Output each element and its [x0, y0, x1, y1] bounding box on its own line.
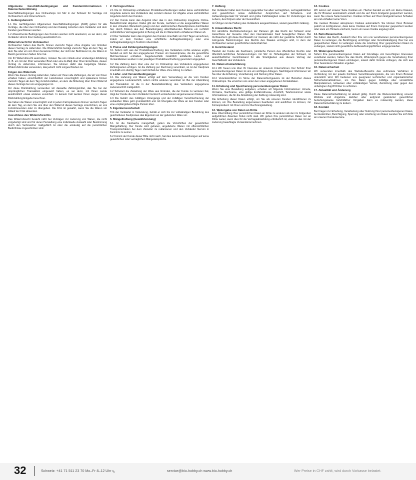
phone-icon [112, 470, 115, 473]
footer-phone [41, 469, 115, 473]
paragraph: Wenn Sie diesen Vertrag widerrufen, haben wir Ihnen alle Zahlungen, die wir von Ihnen erhalten haben, einschließlich der Lieferkosten unverzüglich und spätestens binnen vierzehn Tagen ab dem Tag zurückzuzahlen, an dem die Mitteilung über Ihren Widerruf dieses Vertrags bei uns eingegangen ist. [8, 74, 107, 87]
section-heading: Allgemeine Geschäftsbedingungen und Kundeninformationen / Datenschutzerklärung [8, 5, 107, 12]
section-heading: Ausschluss des Widerrufsrechts [8, 114, 51, 118]
section-heading: 3. Preise und Zahlungsbedingungen [110, 45, 158, 49]
section-heading: 9. Gerichtsstand [212, 46, 234, 50]
text-column-3 [212, 4, 311, 462]
section-heading: 11. Erhebung und Speicherung personenbezogener Daten [212, 84, 288, 88]
paragraph: Wenn Sie eine Bestellung aufgeben, erheben wir folgende Informationen: Anrede, Vorname, Nachname, eine gültige E-Mail-Adresse, Anschrift, Telefonnummer sowie Informationen, die für die Abwicklung der Zahlung notwendig sind. [212, 88, 311, 98]
paragraph: 6.1 Ist die Kaufsache mangelhaft, gelten die Vorschriften der gesetzlichen Mängelhaftung. Der Kunde wird gebeten, angelieferte Waren mit offensichtlichen Transportschäden bei dem Zusteller zu reklamieren und den Verkäufer hiervon in Kenntnis zu setzen. [110, 121, 209, 134]
section-heading: 6. Mängelhaftung (Gewährleistung) [110, 118, 156, 122]
paragraph: 4.2 Scheitert die Zustellung der Ware aus Gründen, die der Kunde zu vertreten hat, trägt der Kunde die dem Verkäufer hierdurch entstehenden angemessenen Kosten. [110, 89, 209, 96]
page-number: 32 [14, 465, 27, 477]
paragraph: 1.2 Abweichende Bedingungen des Kunden werden nicht anerkannt, es sei denn, der Verkäufer stimmt ihrer Geltung ausdrücklich zu. [8, 33, 107, 40]
section-heading: 18. Kontakt [314, 106, 329, 110]
paragraph: 6.2 Kommt der Kunde dieser Bitte nicht nach, hat dies keinerlei Auswirkungen auf seine gesetzlichen oder vertraglichen Mängelansprüche. [110, 135, 209, 142]
section-heading: 14. Betroffenenrechte [314, 32, 343, 36]
paragraph: Für sämtliche Rechtsbeziehungen der Parteien gilt das Recht der Schweiz unter Ausschluss der Gesetze über den internationalen Kauf beweglicher Waren. Bei Verbrauchern gilt diese Rechtswahl nur insoweit, als nicht der gewährte Schutz durch zwingende Bestimmungen des Rechts des Staates entzogen wird, in dem der Verbraucher seinen gewöhnlichen Aufenthalt hat. [212, 30, 311, 46]
paragraph: Sofern Ihre personenbezogenen Daten auf Grundlage von berechtigten Interessen verarbeitet werden, haben Sie das Recht, Widerspruch gegen die Verarbeitung Ihrer personenbezogenen Daten einzulegen, soweit dafür Gründe vorliegen, die sich aus Ihrer besonderen Situation ergeben. [314, 52, 413, 66]
section-heading: 16. Datensicherheit [314, 66, 340, 70]
section-heading: 1. Geltungsbereich [8, 19, 33, 23]
section-heading: 17. Aktualität und Änderung [314, 89, 351, 93]
section-heading: 12. Weitergabe von Daten an Dritte [212, 108, 258, 112]
paragraph: Handelt der Kunde als Kaufmann, juristische Person des öffentlichen Rechts oder öffentlich-rechtliches Sondervermögen mit Sitz im Hoheitsgebiet der Schweiz, ist ausschließlicher Gerichtsstand für alle Streitigkeiten aus diesem Vertrag der Geschäftssitz des Verkäufers. [212, 49, 311, 63]
paragraph: Verbraucher haben das Recht, binnen vierzehn Tagen ohne Angabe von Gründen diesen Vertrag zu widerrufen. Die Widerrufsfrist beträgt vierzehn Tage ab dem Tag, an dem Sie oder ein von Ihnen benannter Dritter, der nicht der Beförderer ist, die Waren in Besitz genommen haben bzw. hat. [8, 44, 107, 57]
paragraph: 4.3 Die Gefahr des zufälligen Untergangs und der zufälligen Verschlechterung der verkauften Ware geht grundsätzlich erst mit Übergabe der Ware an den Kunden oder eine empfangsberechtigte Person über. [110, 96, 209, 106]
paragraph: Um Ihr Widerrufsrecht auszuüben, müssen Sie uns mittels einer eindeutigen Erklärung (z. B. ein mit der Post versandter Brief oder eine E-Mail) über Ihren Entschluss, diesen Vertrag zu widerrufen, informieren. Sie können dafür das beigefügte Muster-Widerrufsformular verwenden, das jedoch nicht vorgeschrieben ist. [8, 57, 107, 70]
section-heading: 8. Anwendbares Recht [212, 26, 242, 30]
section-heading: Widerrufsrecht für Verbraucher [8, 40, 49, 44]
paragraph: Sie haben das Recht, Auskunft über Ihre von uns verarbeiteten personenbezogenen Daten zu verlangen, die Berichtigung unrichtiger oder Vervollständigung Ihrer bei uns gespeicherten Daten zu verlangen sowie die Löschung Ihrer gespeicherten Daten zu verlangen, soweit nicht gesetzliche Aufbewahrungspflichten entgegenstehen. [314, 36, 413, 49]
section-heading: 2. Vertragsschluss [110, 5, 135, 9]
paragraph: 1.1 Die nachfolgenden Allgemeinen Geschäftsbedingungen (AGB) gelten für alle Verträge, die über den Onlineshop und den Katalog zwischen dem Verkäufer und dem Kunden geschlossen werden. [8, 22, 107, 32]
paragraph: 4.1 Die Lieferung von Waren erfolgt auf dem Versandweg an die vom Kunden angegebene Lieferanschrift, sofern nichts anderes vereinbart ist. Bei der Abwicklung der Transaktion ist die in der Bestellabwicklung des Verkäufers angegebene Lieferanschrift maßgeblich. [110, 76, 209, 89]
paragraph: Die meisten Browser akzeptieren Cookies automatisch. Sie können Ihren Browser jedoch so konfigurieren, dass keine Cookies auf Ihrem Computer gespeichert werden oder stets ein Hinweis erscheint, bevor ein neues Cookie angelegt wird. [314, 22, 413, 32]
paragraph: Der Verkäufer haftet dem Kunden gegenüber bei allen vertraglichen, vertragsähnlichen und gesetzlichen sowie deliktischen Ansprüchen auf Schadens- und Aufwendungsersatz für Vorsatz und grobe Fahrlässigkeit sowie für Verletzungen des Lebens, des Körpers oder der Gesundheit. [212, 8, 311, 21]
paragraph: 2.3 Der Verkäufer kann das Angebot des Kunden innerhalb von fünf Tagen annehmen, indem er dem Kunden eine schriftliche Auftragsbestätigung oder eine Auftragsbestätigung in Textform übermittelt. [110, 35, 209, 45]
footer-email[interactable]: service@bio-hobby.ch www.bio-hobby.ch [167, 469, 233, 473]
paragraph: Eine Übermittlung Ihrer persönlichen Daten an Dritte zu anderen als den im Folgenden aufgeführten Zwecken findet nicht statt. Wir geben Ihre persönlichen Daten nur an Dritte weiter, wenn dies für die Vertragsabwicklung erforderlich ist, etwa an das mit der Lieferung beauftragte Versandunternehmen. [212, 112, 311, 125]
paragraph: Bei Fragen zur Erhebung, Verarbeitung oder Nutzung Ihrer personenbezogenen Daten, bei Auskünften, Berichtigung, Sperrung oder Löschung von Daten wenden Sie sich bitte an unseren Kundenservice. [314, 109, 413, 119]
section-heading: 7. Haftung [212, 5, 226, 9]
paragraph: Tritt der Verkäufer in Vorleistung, behält er sich bis zur vollständigen Bezahlung des geschuldeten Kaufpreises das Eigentum an der gelieferten Ware vor. [110, 110, 209, 117]
paragraph: Sie haben die Waren unverzüglich und in jedem Fall spätestens binnen vierzehn Tagen ab dem Tag, an dem Sie uns über den Widerruf dieses Vertrags unterrichten, an uns zurückzusenden oder zu übergeben. Die Frist ist gewahrt, wenn Sie die Waren vor Ablauf der Frist absenden. [8, 100, 107, 113]
text-column-4 [314, 4, 413, 462]
section-heading: 10. Datenschutzerklärung [212, 63, 246, 67]
paragraph: Das Widerrufsrecht besteht nicht bei Verträgen zur Lieferung von Waren, die nicht vorgefertigt sind und für deren Herstellung eine individuelle Auswahl oder Bestimmung durch den Verbraucher maßgeblich ist oder die eindeutig auf die persönlichen Bedürfnisse zugeschnitten sind. [8, 117, 107, 130]
paragraph: Für diese Rückzahlung verwenden wir dasselbe Zahlungsmittel, das Sie bei der ursprünglichen Transaktion eingesetzt haben, es sei denn, mit Ihnen wurde ausdrücklich etwas anderes vereinbart. In keinem Fall werden Ihnen wegen dieser Rückzahlung Entgelte berechnet. [8, 87, 107, 100]
paragraph: Diese Datenschutzerklärung ist aktuell gültig. Durch die Weiterentwicklung unserer Website und Angebote darüber oder aufgrund geänderter gesetzlicher beziehungsweise behördlicher Vorgaben kann es notwendig werden, diese Datenschutzerklärung zu ändern. [314, 92, 413, 105]
section-heading: 4. Liefer- und Versandbedingungen [110, 72, 156, 76]
footer-divider [34, 466, 35, 476]
paragraph: Im Übrigen ist die Haftung des Verkäufers ausgeschlossen, soweit gesetzlich zulässig. [212, 22, 310, 26]
paragraph: 10.1 Wir freuen uns über Ihr Interesse an unserem Unternehmen. Der Schutz Ihrer personenbezogenen Daten ist uns ein wichtiges Anliegen. Nachfolgend informieren wir Sie über die Erhebung, Verarbeitung und Nutzung Ihrer Daten. [212, 66, 311, 76]
section-heading: 13. Cookies [314, 5, 330, 9]
text-column-1 [8, 4, 107, 462]
section-heading: Folgen des Widerrufs [8, 70, 37, 74]
paragraph: 3.2 Die Zahlung kann über eine der im Onlineshop des Verkäufers angegebenen Zahlungsarten erfolgen. Ist die Zahlung per Rechnung vereinbart, so ist der Kaufpreis innerhalb von dreißig Tagen nach Erhalt der Ware ohne Abzug zu zahlen. [110, 62, 209, 72]
paragraph: Wir verwenden innerhalb des Website-Besuchs das verbreitete Verfahren in Verbindung mit der jeweils höchsten Verschlüsselungsstufe, die von Ihrem Browser unterstützt wird. Wir bedienen uns geeigneter technischer und organisatorischer Sicherheitsmaßnahmen, um Ihre Daten gegen zufällige oder vorsätzliche Manipulationen, teilweisen oder vollständigen Verlust, Zerstörung oder gegen den unbefugten Zugriff Dritter zu schützen. [314, 69, 413, 88]
section-heading: 15. Widerspruchsrecht [314, 49, 344, 53]
paragraph: Die Erhebung dieser Daten erfolgt, um Sie als unseren Kunden identifizieren zu können, um Ihre Bestellung angemessen bearbeiten und ausführen zu können, zur Korrespondenz mit Ihnen und zur Rechnungsstellung. [212, 98, 311, 108]
paragraph: 10.2 Verantwortlicher im Sinne der Datenschutzgesetze ist der Betreiber dieses Onlineshops. Sie erreichen uns unter den unten angegebenen Kontaktdaten. [212, 77, 311, 84]
paragraph: Wir setzen auf unserer Seite Cookies ein. Hierbei handelt es sich um kleine Dateien, die Ihr Browser automatisch erstellt und die auf Ihrem Endgerät gespeichert werden, wenn Sie unsere Seite besuchen. Cookies richten auf Ihrem Endgerät keinen Schaden an und enthalten keine Viren. [314, 8, 413, 21]
paragraph: 2.1 Die im Onlineshop enthaltenen Produktbeschreibungen stellen keine verbindlichen Angebote seitens des Verkäufers dar, sondern dienen zur Abgabe eines verbindlichen Angebots durch den Kunden. [110, 8, 209, 18]
section-heading: 5. Eigentumsvorbehalt [110, 107, 140, 111]
paragraph: 2.2 Der Kunde kann das Angebot über das in den Onlineshop integrierte Online-Bestellformular abgeben. Dabei gibt der Kunde, nachdem er die ausgewählten Waren in den virtuellen Warenkorb gelegt und den elektronischen Bestellprozess durchlaufen hat, durch Klicken des den Bestellvorgang abschließenden Buttons ein rechtlich verbindliches Vertragsangebot in Bezug auf die im Warenkorb enthaltenen Waren ab. [110, 19, 209, 35]
footer-note: Wer Preise in CHF zahlt, wird durch Vorkasse belastet. [294, 469, 382, 473]
paragraph: Geschäftsbedingungen des Onlineshops mit Sitz in der Schweiz für Verträge mit Verbrauchern und Unternehmern. [8, 11, 107, 18]
footer-phone-text: Schweiz: +41 71 511 23 70 Mo–Fr 8–12 Uhr [41, 469, 112, 473]
paragraph: 3.1 Sofern sich aus der Produktbeschreibung des Verkäufers nichts anderes ergibt, handelt es sich bei den angegebenen Preisen um Gesamtpreise, die die gesetzliche Mehrwertsteuer enthalten. Gegebenenfalls zusätzlich anfallende Liefer- und Versandkosten werden in der jeweiligen Produktbeschreibung gesondert angegeben. [110, 49, 209, 62]
text-column-2 [110, 4, 209, 462]
